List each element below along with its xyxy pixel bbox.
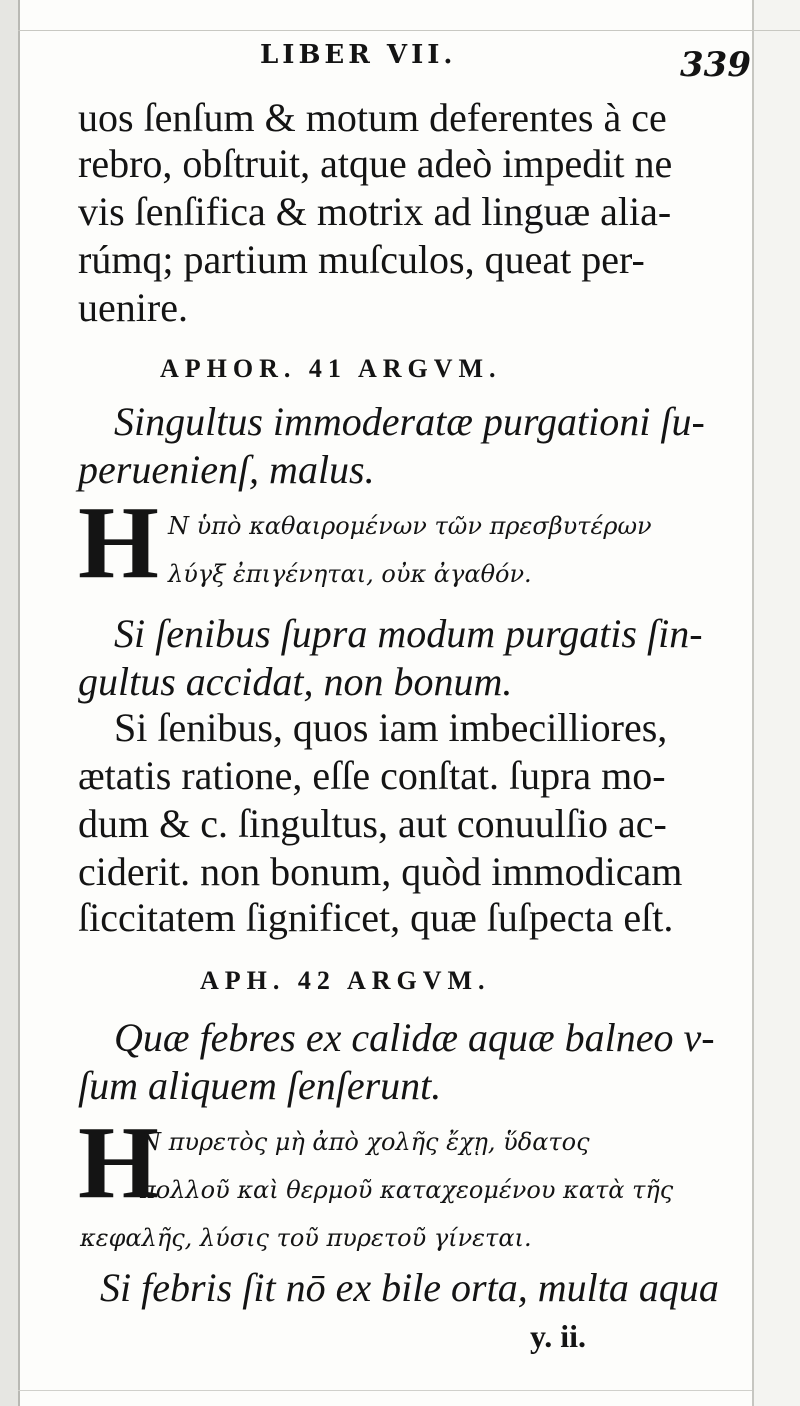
- translation-line: Si febris ſit nō ex bile orta, multa aqua: [100, 1265, 719, 1310]
- bottom-rule: [18, 1390, 752, 1391]
- greek-line: λύγξ ἐπιγένηται, οὐκ ἀγαθόν.: [168, 560, 532, 588]
- greek-line: κεφαλῆς, λύσις τοῦ πυρετοῦ γίνεται.: [80, 1224, 532, 1252]
- right-margin: [754, 0, 800, 1406]
- argument-line: Quæ febres ex calidæ aquæ balneo v-: [114, 1015, 715, 1060]
- left-margin-shadow: [0, 0, 18, 1406]
- translation-line: gultus accidat, non bonum.: [78, 659, 513, 704]
- greek-line: πολλοῦ καὶ θερμοῦ καταχεομένου κατὰ τῆς: [140, 1176, 674, 1204]
- argument-line: peruenienſ, malus.: [78, 447, 375, 492]
- section-heading: APHOR. 41 ARGVM.: [160, 354, 502, 383]
- text-line: vis ſenſifica & motrix ad linguæ alia-: [78, 189, 672, 234]
- section-heading: APH. 42 ARGVM.: [200, 966, 491, 995]
- drop-capital: H: [78, 1105, 159, 1220]
- text-line: rúmq; partium muſculos, queat per-: [78, 237, 645, 282]
- translation-line: Si ſenibus ſupra modum purgatis ſin-: [114, 611, 703, 656]
- text-line: uos ſenſum & motum deferentes à ce: [78, 95, 667, 140]
- greek-line: Ν πυρετὸς μὴ ἀπὸ χολῆς ἔχῃ, ὕδατος: [140, 1128, 590, 1156]
- commentary-line: ſiccitatem ſignificet, quæ ſuſpecta eſt.: [78, 895, 674, 940]
- argument-line: ſum aliquem ſenſerunt.: [78, 1063, 442, 1108]
- left-frame-line: [18, 0, 20, 1406]
- top-rule: [18, 30, 800, 31]
- text-line: uenire.: [78, 285, 188, 330]
- drop-capital: H: [78, 485, 159, 600]
- page-number: 339: [680, 45, 751, 85]
- running-header: LIBER VII.: [260, 40, 457, 70]
- signature-mark: y. ii.: [530, 1318, 587, 1354]
- argument-line: Singultus immoderatæ purgationi ſu-: [114, 399, 705, 444]
- greek-line: Ν ὑπὸ καθαιρομένων τῶν πρεσβυτέρων: [168, 512, 652, 540]
- commentary-line: ætatis ratione, eſſe conſtat. ſupra mo-: [78, 753, 666, 798]
- commentary-line: Si ſenibus, quos iam imbecilliores,: [114, 705, 668, 750]
- commentary-line: ciderit. non bonum, quòd immodicam: [78, 849, 683, 894]
- right-frame-line: [752, 0, 754, 1406]
- text-line: rebro, obſtruit, atque adeò impedit ne: [78, 141, 673, 186]
- commentary-line: dum & c. ſingultus, aut conuulſio ac-: [78, 801, 667, 846]
